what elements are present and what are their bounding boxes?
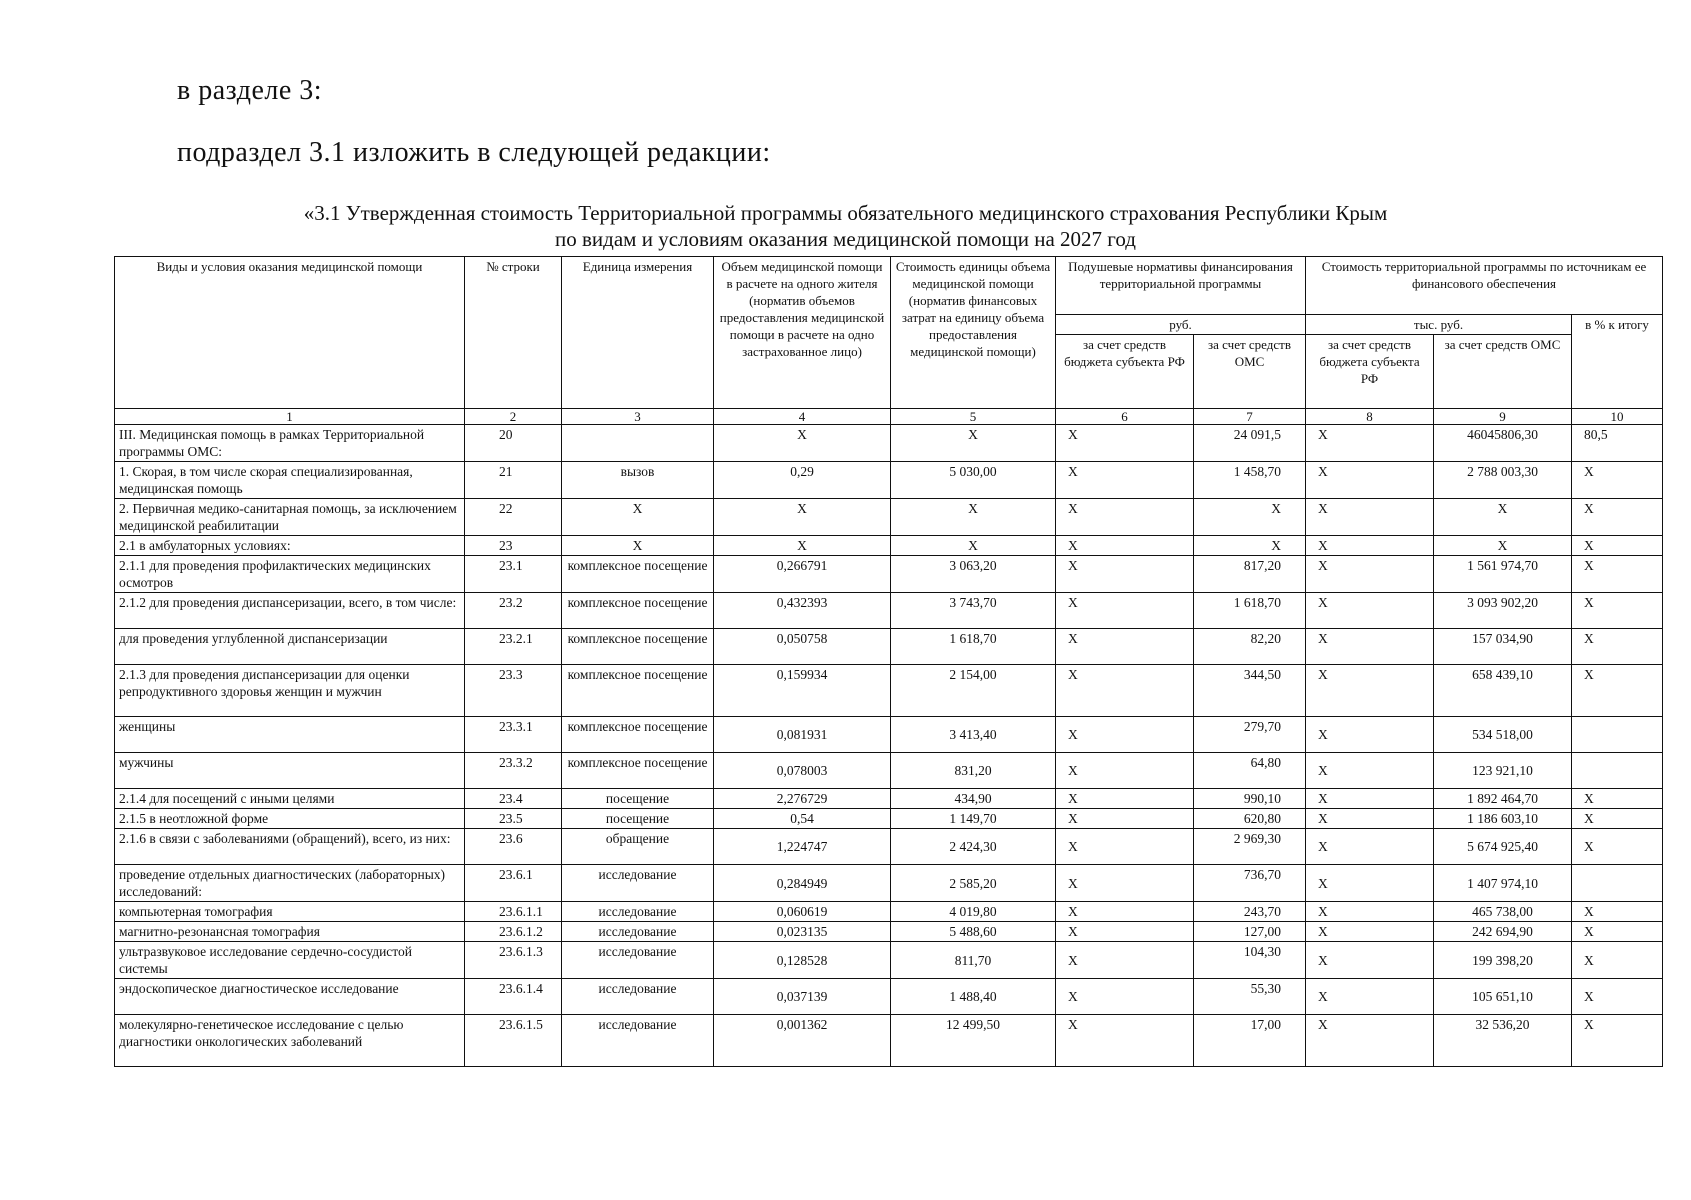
header-col-10: в % к итогу <box>1572 315 1663 409</box>
cell-c1: мужчины <box>115 753 465 789</box>
cell-c5: X <box>891 499 1056 536</box>
cell-c10: X <box>1572 1015 1663 1067</box>
cell-c3: комплексное посещение <box>562 556 714 593</box>
cell-c5: X <box>891 425 1056 462</box>
cell-c9: 199 398,20 <box>1434 942 1572 979</box>
table-title <box>0 200 1691 252</box>
cell-c9: 123 921,10 <box>1434 753 1572 789</box>
cell-c8: X <box>1306 942 1434 979</box>
table-row <box>115 629 1663 665</box>
header-col-4: Объем медицинской помощи в расчете на одного жителя (норматив объемов предоставления медицинской помощи в расчете на одно застрахованное лицо) <box>714 257 891 409</box>
cell-c9: X <box>1434 499 1572 536</box>
table-row <box>115 462 1663 499</box>
cell-c2: 23.6 <box>465 829 562 865</box>
cell-c4: X <box>714 425 891 462</box>
cell-c6: X <box>1056 425 1194 462</box>
cell-c7: 64,80 <box>1194 753 1306 789</box>
cell-c10: X <box>1572 629 1663 665</box>
cell-c6: X <box>1056 865 1194 902</box>
cell-c5: 2 424,30 <box>891 829 1056 865</box>
cell-c6: X <box>1056 462 1194 499</box>
table-row <box>115 593 1663 629</box>
table-row <box>115 1015 1663 1067</box>
cell-c2: 23.1 <box>465 556 562 593</box>
table-row <box>115 979 1663 1015</box>
cell-c7: X <box>1194 536 1306 556</box>
cell-c4: 0,54 <box>714 809 891 829</box>
cell-c4: 1,224747 <box>714 829 891 865</box>
table-row <box>115 665 1663 717</box>
cell-c5: 4 019,80 <box>891 902 1056 922</box>
cell-c9: 105 651,10 <box>1434 979 1572 1015</box>
cell-c7: 127,00 <box>1194 922 1306 942</box>
cell-c1: 2.1.6 в связи с заболеваниями (обращений), всего, из них: <box>115 829 465 865</box>
cell-c9: 534 518,00 <box>1434 717 1572 753</box>
cell-c1: 2.1.1 для проведения профилактических медицинских осмотров <box>115 556 465 593</box>
cell-c5: X <box>891 536 1056 556</box>
cell-c9: 1 407 974,10 <box>1434 865 1572 902</box>
cell-c3: исследование <box>562 902 714 922</box>
cell-c6: X <box>1056 665 1194 717</box>
header-col-6: за счет средств бюджета субъекта РФ <box>1056 335 1194 409</box>
cell-c8: X <box>1306 979 1434 1015</box>
table-row <box>115 865 1663 902</box>
column-number: 5 <box>891 409 1056 425</box>
cell-c9: 1 561 974,70 <box>1434 556 1572 593</box>
cell-c8: X <box>1306 629 1434 665</box>
table-row <box>115 942 1663 979</box>
cell-c1: для проведения углубленной диспансеризации <box>115 629 465 665</box>
cell-c6: X <box>1056 942 1194 979</box>
cell-c8: X <box>1306 789 1434 809</box>
cell-c8: X <box>1306 1015 1434 1067</box>
cell-c6: X <box>1056 536 1194 556</box>
cell-c6: X <box>1056 809 1194 829</box>
cell-c1: 2.1.5 в неотложной форме <box>115 809 465 829</box>
column-number: 9 <box>1434 409 1572 425</box>
cell-c5: 3 743,70 <box>891 593 1056 629</box>
cell-c4: 0,266791 <box>714 556 891 593</box>
cell-c7: 1 458,70 <box>1194 462 1306 499</box>
column-number: 2 <box>465 409 562 425</box>
header-unit-rub: руб. <box>1056 315 1306 335</box>
cell-c7: 736,70 <box>1194 865 1306 902</box>
cell-c2: 23.2 <box>465 593 562 629</box>
cell-c2: 23.5 <box>465 809 562 829</box>
cell-c7: 2 969,30 <box>1194 829 1306 865</box>
cell-c8: X <box>1306 809 1434 829</box>
cell-c1: 2.1.4 для посещений с иными целями <box>115 789 465 809</box>
header-col-1: Виды и условия оказания медицинской помощи <box>115 257 465 409</box>
cell-c1: эндоскопическое диагностическое исследование <box>115 979 465 1015</box>
cell-c8: X <box>1306 499 1434 536</box>
cell-c10: X <box>1572 499 1663 536</box>
header-col-8: за счет средств бюджета субъекта РФ <box>1306 335 1434 409</box>
cell-c2: 23.6.1.2 <box>465 922 562 942</box>
cell-c7: 55,30 <box>1194 979 1306 1015</box>
table-row <box>115 902 1663 922</box>
cell-c6: X <box>1056 753 1194 789</box>
table-row <box>115 922 1663 942</box>
cell-c9: 5 674 925,40 <box>1434 829 1572 865</box>
header-group-cost: Стоимость территориальной программы по источникам ее финансового обеспечения <box>1306 257 1663 315</box>
cell-c6: X <box>1056 902 1194 922</box>
header-col-3: Единица измерения <box>562 257 714 409</box>
cell-c8: X <box>1306 865 1434 902</box>
cell-c7: 104,30 <box>1194 942 1306 979</box>
cell-c3 <box>562 425 714 462</box>
cell-c4: 0,001362 <box>714 1015 891 1067</box>
cell-c8: X <box>1306 922 1434 942</box>
cell-c6: X <box>1056 629 1194 665</box>
header-unit-thous: тыс. руб. <box>1306 315 1572 335</box>
table-row <box>115 829 1663 865</box>
cell-c5: 5 030,00 <box>891 462 1056 499</box>
cell-c1: ультразвуковое исследование сердечно-сосудистой системы <box>115 942 465 979</box>
cell-c10 <box>1572 753 1663 789</box>
cell-c4: 0,081931 <box>714 717 891 753</box>
cell-c1: 1. Скорая, в том числе скорая специализированная, медицинская помощь <box>115 462 465 499</box>
cell-c10: X <box>1572 665 1663 717</box>
cell-c6: X <box>1056 979 1194 1015</box>
cell-c9: 46045806,30 <box>1434 425 1572 462</box>
cell-c1: компьютерная томография <box>115 902 465 922</box>
table-row <box>115 789 1663 809</box>
cell-c9: 242 694,90 <box>1434 922 1572 942</box>
cell-c4: 0,284949 <box>714 865 891 902</box>
cell-c1: проведение отдельных диагностических (лабораторных) исследований: <box>115 865 465 902</box>
cell-c10: X <box>1572 789 1663 809</box>
cell-c7: 82,20 <box>1194 629 1306 665</box>
cell-c2: 23.6.1.4 <box>465 979 562 1015</box>
cell-c4: 0,050758 <box>714 629 891 665</box>
table-title-line-2: по видам и условиям оказания медицинской помощи на 2027 год <box>555 227 1136 251</box>
header-group-norms: Подушевые нормативы финансирования территориальной программы <box>1056 257 1306 315</box>
cell-c4: 0,159934 <box>714 665 891 717</box>
cell-c5: 5 488,60 <box>891 922 1056 942</box>
cell-c4: 0,128528 <box>714 942 891 979</box>
cell-c7: 817,20 <box>1194 556 1306 593</box>
cell-c7: 24 091,5 <box>1194 425 1306 462</box>
table-row <box>115 425 1663 462</box>
cell-c7: 344,50 <box>1194 665 1306 717</box>
cell-c4: 0,078003 <box>714 753 891 789</box>
column-number: 10 <box>1572 409 1663 425</box>
cell-c3: вызов <box>562 462 714 499</box>
cell-c10: X <box>1572 979 1663 1015</box>
cell-c3: X <box>562 536 714 556</box>
cell-c8: X <box>1306 556 1434 593</box>
cell-c10: X <box>1572 593 1663 629</box>
cell-c9: X <box>1434 536 1572 556</box>
cell-c5: 434,90 <box>891 789 1056 809</box>
table-title-line-1: «3.1 Утвержденная стоимость Территориальной программы обязательного медицинского страхования Республики Крым <box>303 201 1388 225</box>
cell-c8: X <box>1306 462 1434 499</box>
cell-c5: 12 499,50 <box>891 1015 1056 1067</box>
cell-c1: 2.1.3 для проведения диспансеризации для оценки репродуктивного здоровья женщин и мужчин <box>115 665 465 717</box>
cell-c6: X <box>1056 1015 1194 1067</box>
cell-c4: X <box>714 536 891 556</box>
cell-c4: 0,432393 <box>714 593 891 629</box>
cell-c4: 0,023135 <box>714 922 891 942</box>
cell-c8: X <box>1306 829 1434 865</box>
cell-c6: X <box>1056 789 1194 809</box>
cell-c9: 465 738,00 <box>1434 902 1572 922</box>
table-row <box>115 753 1663 789</box>
cell-c5: 3 413,40 <box>891 717 1056 753</box>
cell-c9: 32 536,20 <box>1434 1015 1572 1067</box>
cell-c5: 1 488,40 <box>891 979 1056 1015</box>
cell-c8: X <box>1306 665 1434 717</box>
cell-c3: посещение <box>562 789 714 809</box>
table-row <box>115 809 1663 829</box>
cell-c1: 2. Первичная медико-санитарная помощь, за исключением медицинской реабилитации <box>115 499 465 536</box>
amendment-subsection-line: подраздел 3.1 изложить в следующей редакции: <box>177 137 771 168</box>
cell-c1: III. Медицинская помощь в рамках Территориальной программы ОМС: <box>115 425 465 462</box>
cell-c10: X <box>1572 829 1663 865</box>
column-number: 3 <box>562 409 714 425</box>
table-row <box>115 499 1663 536</box>
cell-c2: 22 <box>465 499 562 536</box>
cell-c10: X <box>1572 809 1663 829</box>
cell-c5: 831,20 <box>891 753 1056 789</box>
cell-c7: X <box>1194 499 1306 536</box>
cell-c1: женщины <box>115 717 465 753</box>
cell-c5: 3 063,20 <box>891 556 1056 593</box>
cell-c3: исследование <box>562 979 714 1015</box>
table-row <box>115 556 1663 593</box>
column-number: 6 <box>1056 409 1194 425</box>
cell-c1: 2.1.2 для проведения диспансеризации, всего, в том числе: <box>115 593 465 629</box>
cell-c2: 21 <box>465 462 562 499</box>
cell-c7: 279,70 <box>1194 717 1306 753</box>
cell-c4: 0,29 <box>714 462 891 499</box>
table-row <box>115 717 1663 753</box>
cell-c2: 23.4 <box>465 789 562 809</box>
cell-c7: 620,80 <box>1194 809 1306 829</box>
cell-c8: X <box>1306 902 1434 922</box>
cell-c5: 1 618,70 <box>891 629 1056 665</box>
cell-c9: 658 439,10 <box>1434 665 1572 717</box>
cell-c3: исследование <box>562 922 714 942</box>
column-number-row <box>115 409 1663 425</box>
cell-c8: X <box>1306 536 1434 556</box>
cell-c5: 811,70 <box>891 942 1056 979</box>
cell-c2: 23.6.1.3 <box>465 942 562 979</box>
cell-c2: 23.6.1.5 <box>465 1015 562 1067</box>
cell-c8: X <box>1306 425 1434 462</box>
cell-c2: 20 <box>465 425 562 462</box>
cell-c2: 23.3 <box>465 665 562 717</box>
cell-c10 <box>1572 717 1663 753</box>
cell-c8: X <box>1306 717 1434 753</box>
column-number: 1 <box>115 409 465 425</box>
cell-c3: исследование <box>562 942 714 979</box>
column-number: 7 <box>1194 409 1306 425</box>
header-col-7: за счет средств ОМС <box>1194 335 1306 409</box>
cell-c9: 1 892 464,70 <box>1434 789 1572 809</box>
cell-c2: 23.6.1 <box>465 865 562 902</box>
cell-c2: 23 <box>465 536 562 556</box>
cell-c1: молекулярно-генетическое исследование с целью диагностики онкологических заболеваний <box>115 1015 465 1067</box>
cell-c5: 2 154,00 <box>891 665 1056 717</box>
cell-c2: 23.3.2 <box>465 753 562 789</box>
table-body <box>115 425 1663 1067</box>
header-col-9: за счет средств ОМС <box>1434 335 1572 409</box>
cell-c3: X <box>562 499 714 536</box>
cell-c6: X <box>1056 593 1194 629</box>
cell-c9: 1 186 603,10 <box>1434 809 1572 829</box>
cost-table <box>114 256 1663 1067</box>
cell-c3: исследование <box>562 865 714 902</box>
cell-c7: 17,00 <box>1194 1015 1306 1067</box>
cell-c5: 2 585,20 <box>891 865 1056 902</box>
cell-c4: 0,060619 <box>714 902 891 922</box>
cell-c3: исследование <box>562 1015 714 1067</box>
cell-c9: 3 093 902,20 <box>1434 593 1572 629</box>
cell-c5: 1 149,70 <box>891 809 1056 829</box>
cell-c2: 23.6.1.1 <box>465 902 562 922</box>
cell-c6: X <box>1056 556 1194 593</box>
cell-c10: X <box>1572 556 1663 593</box>
cell-c10: X <box>1572 902 1663 922</box>
cell-c7: 1 618,70 <box>1194 593 1306 629</box>
cell-c10 <box>1572 865 1663 902</box>
header-col-5: Стоимость единицы объема медицинской помощи (норматив финансовых затрат на единицу объема предоставления медицинской помощи) <box>891 257 1056 409</box>
cell-c10: X <box>1572 462 1663 499</box>
cell-c7: 990,10 <box>1194 789 1306 809</box>
cell-c8: X <box>1306 593 1434 629</box>
cell-c3: обращение <box>562 829 714 865</box>
cell-c10: 80,5 <box>1572 425 1663 462</box>
table-header <box>115 257 1663 425</box>
cell-c10: X <box>1572 536 1663 556</box>
column-number: 4 <box>714 409 891 425</box>
cell-c1: 2.1 в амбулаторных условиях: <box>115 536 465 556</box>
cell-c3: комплексное посещение <box>562 717 714 753</box>
cell-c10: X <box>1572 922 1663 942</box>
cell-c7: 243,70 <box>1194 902 1306 922</box>
cell-c6: X <box>1056 499 1194 536</box>
table-row <box>115 536 1663 556</box>
cell-c9: 2 788 003,30 <box>1434 462 1572 499</box>
cell-c3: посещение <box>562 809 714 829</box>
cell-c8: X <box>1306 753 1434 789</box>
cell-c10: X <box>1572 942 1663 979</box>
cell-c3: комплексное посещение <box>562 753 714 789</box>
column-number: 8 <box>1306 409 1434 425</box>
cell-c3: комплексное посещение <box>562 665 714 717</box>
cell-c4: 0,037139 <box>714 979 891 1015</box>
cell-c1: магнитно-резонансная томография <box>115 922 465 942</box>
cell-c6: X <box>1056 922 1194 942</box>
header-col-2: № строки <box>465 257 562 409</box>
cell-c2: 23.2.1 <box>465 629 562 665</box>
amendment-section-line: в разделе 3: <box>177 75 323 106</box>
cell-c2: 23.3.1 <box>465 717 562 753</box>
cell-c3: комплексное посещение <box>562 629 714 665</box>
cell-c9: 157 034,90 <box>1434 629 1572 665</box>
cell-c6: X <box>1056 829 1194 865</box>
cell-c4: 2,276729 <box>714 789 891 809</box>
cell-c4: X <box>714 499 891 536</box>
cell-c3: комплексное посещение <box>562 593 714 629</box>
cell-c6: X <box>1056 717 1194 753</box>
